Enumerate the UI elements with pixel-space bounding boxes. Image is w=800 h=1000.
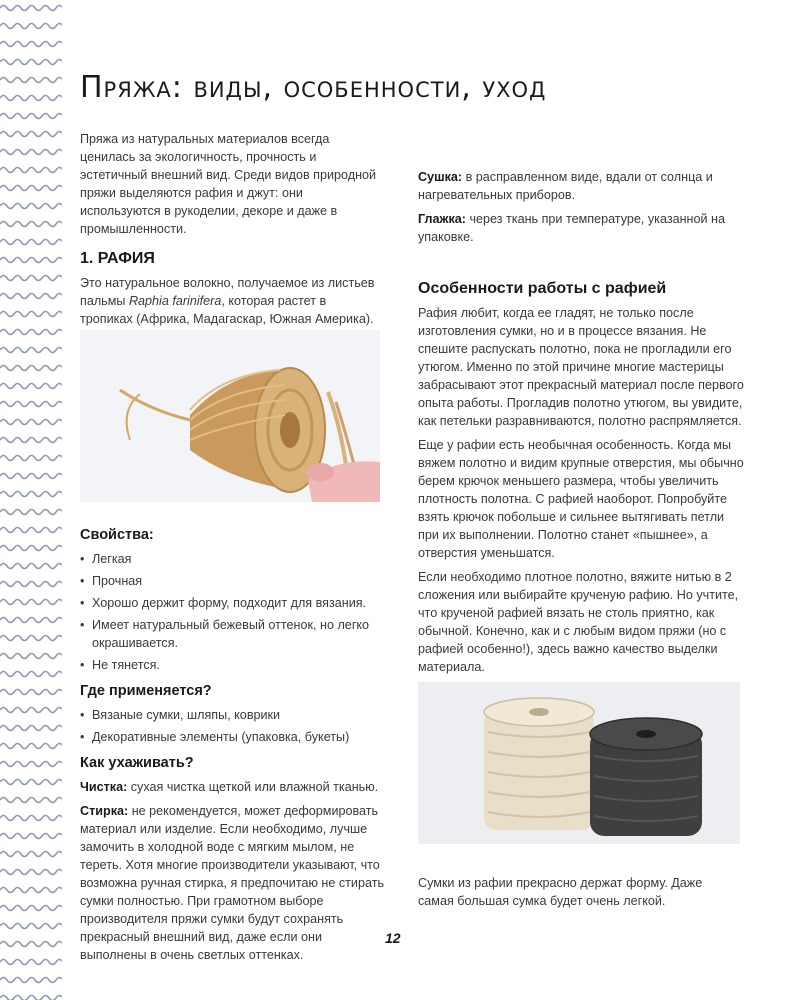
list-item: • Декоративные элементы (упаковка, букеты) bbox=[80, 728, 390, 746]
wave-line bbox=[0, 276, 62, 281]
wave-line bbox=[0, 672, 62, 677]
wave-line bbox=[0, 600, 62, 605]
wave-line bbox=[0, 780, 62, 785]
latin-name: Raphia farinifera bbox=[128, 294, 222, 308]
wave-line bbox=[0, 546, 62, 551]
wave-line bbox=[0, 6, 62, 11]
left-lower-column bbox=[80, 518, 390, 970]
properties-heading: Свойства: bbox=[80, 527, 154, 543]
ironing-paragraph: Глажка: через ткань при температуре, указанной на упаковке. bbox=[418, 212, 725, 244]
wave-line bbox=[0, 402, 62, 407]
wave-line bbox=[0, 726, 62, 731]
wave-line bbox=[0, 960, 62, 965]
wave-line bbox=[0, 744, 62, 749]
wave-line bbox=[0, 906, 62, 911]
wave-line bbox=[0, 474, 62, 479]
wave-line bbox=[0, 690, 62, 695]
wave-line bbox=[0, 222, 62, 227]
intro-paragraph: Пряжа из натуральных материалов всегда ценилась за экологичность, прочность и эстетичный внешний вид. Среди видов природной пряжи выделяются рафия и джут: они используются в рукоделии, декоре и даже в промышленности. bbox=[80, 132, 377, 236]
wave-line bbox=[0, 636, 62, 641]
wave-line bbox=[0, 348, 62, 353]
wave-line bbox=[0, 924, 62, 929]
section-heading-raffia: 1. РАФИЯ bbox=[80, 250, 155, 267]
wave-line bbox=[0, 870, 62, 875]
wave-line bbox=[0, 168, 62, 173]
wave-line bbox=[0, 978, 62, 983]
list-item: • Легкая bbox=[80, 550, 390, 568]
page-title: Пряжа: виды, особенности, уход bbox=[80, 70, 547, 105]
wave-line bbox=[0, 60, 62, 65]
wave-line bbox=[0, 564, 62, 569]
wave-line bbox=[0, 834, 62, 839]
wave-line bbox=[0, 654, 62, 659]
features-section bbox=[418, 280, 748, 682]
wave-line bbox=[0, 366, 62, 371]
wave-line bbox=[0, 852, 62, 857]
wave-line bbox=[0, 78, 62, 83]
features-paragraph: Еще у рафии есть необычная особенность. Когда мы вяжем полотно и видим крупные отверстия, мы обычно берем крючок меньшего размера, чтобы увеличить плотность полотна. С рафией наоборот. Попробуйте взять крючок побольше и сильнее вытягивать петли при их выполнении. Полотно станет «пышнее», а отверстия уменьшатся. bbox=[418, 438, 744, 560]
wave-line bbox=[0, 438, 62, 443]
list-item: • Вязаные сумки, шляпы, коврики bbox=[80, 706, 390, 724]
wave-line bbox=[0, 996, 62, 1000]
wave-line bbox=[0, 456, 62, 461]
wave-line bbox=[0, 186, 62, 191]
drying-paragraph: Сушка: в расправленном виде, вдали от солнца и нагревательных приборов. bbox=[418, 170, 713, 202]
wave-line bbox=[0, 114, 62, 119]
wave-line bbox=[0, 258, 62, 263]
wave-line bbox=[0, 492, 62, 497]
wave-line bbox=[0, 582, 62, 587]
features-paragraph: Рафия любит, когда ее гладят, не только после изготовления сумки, но и в процессе вязания. Не спешите распускать полотно, пока не прогладили его утюгом. Именно по этой причине многие мастерицы забрасывают этот прекрасный материал после первого опыта работы. Прогладив полотно утюгом, вы увидите, как петельки разравниваются, полотно распрямляется. bbox=[418, 306, 744, 428]
usage-heading: Где применяется? bbox=[80, 683, 212, 699]
wave-line bbox=[0, 528, 62, 533]
wave-line bbox=[0, 888, 62, 893]
right-column bbox=[418, 168, 748, 252]
cleaning-paragraph: Чистка: сухая чистка щеткой или влажной тканью. bbox=[80, 780, 379, 794]
wave-line bbox=[0, 294, 62, 299]
photo-caption: Сумки из рафии прекрасно держат форму. Даже самая большая сумка будет очень легкой. bbox=[418, 876, 703, 908]
wave-line bbox=[0, 96, 62, 101]
list-item: • Имеет натуральный бежевый оттенок, но легко окрашивается. bbox=[80, 616, 390, 652]
wave-line bbox=[0, 510, 62, 515]
care-heading: Как ухаживать? bbox=[80, 755, 194, 771]
wave-line bbox=[0, 708, 62, 713]
wave-line bbox=[0, 24, 62, 29]
page-number: 12 bbox=[385, 930, 401, 946]
raffia-description: Это натуральное волокно, получаемое из листьев пальмы Raphia farinifera, которая растет в тропиках (Африка, Мадагаскар, Южная Америка). bbox=[80, 276, 375, 326]
wave-line bbox=[0, 240, 62, 245]
wave-line bbox=[0, 420, 62, 425]
wave-line bbox=[0, 312, 62, 317]
usage-list bbox=[80, 706, 390, 746]
wave-line bbox=[0, 384, 62, 389]
wave-line bbox=[0, 330, 62, 335]
wavy-border-decoration bbox=[0, 0, 62, 1000]
properties-list bbox=[80, 550, 390, 674]
wave-line bbox=[0, 132, 62, 137]
washing-paragraph: Стирка: не рекомендуется, может деформировать материал или изделие. Если необходимо, лучше замочить в холодной воде с мягким мылом, не тереть. Хотя многие производители указывают, что возможна ручная стирка, я предпочитаю не стирать сумки полностью. При грамотном выборе производителя пряжи сумки будут сохранять прекрасный внешний вид, даже если они выполнены в очень светлых оттенках. bbox=[80, 804, 385, 962]
wave-line bbox=[0, 762, 62, 767]
wave-line bbox=[0, 42, 62, 47]
wave-line bbox=[0, 798, 62, 803]
raffia-spool-photo bbox=[80, 330, 380, 502]
wave-line bbox=[0, 204, 62, 209]
list-item: • Не тянется. bbox=[80, 656, 390, 674]
list-item: • Хорошо держит форму, подходит для вязания. bbox=[80, 594, 390, 612]
wave-line bbox=[0, 942, 62, 947]
yarn-spools-photo bbox=[418, 682, 740, 844]
features-heading: Особенности работы с рафией bbox=[418, 280, 667, 297]
wave-line bbox=[0, 150, 62, 155]
wave-line bbox=[0, 618, 62, 623]
wave-line bbox=[0, 816, 62, 821]
list-item: • Прочная bbox=[80, 572, 390, 590]
features-paragraph: Если необходимо плотное полотно, вяжите нитью в 2 сложения или выбирайте крученую рафию. Но учтите, что крученой рафией вязать не столь приятно, как обычной. Конечно, как и с любым видом пряжи (но с рафией особенно!), здесь важно качество выделки материала. bbox=[418, 570, 739, 674]
